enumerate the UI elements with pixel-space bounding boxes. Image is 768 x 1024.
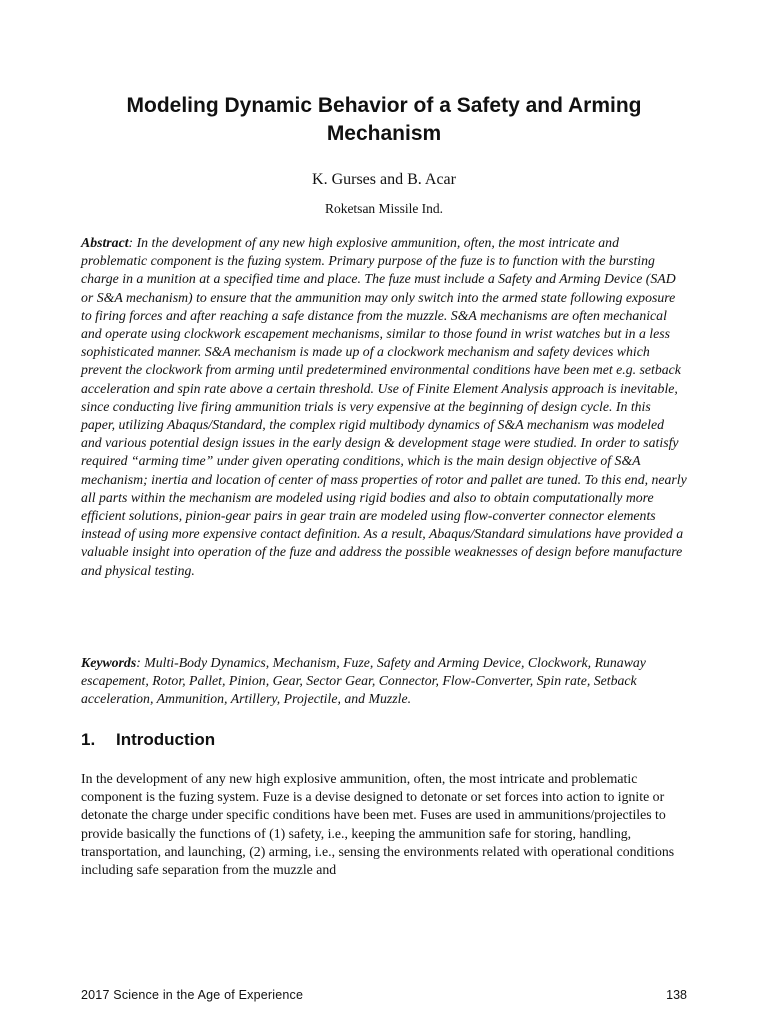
section-title: Introduction — [116, 730, 216, 749]
section-number: 1. — [81, 730, 96, 749]
authors: K. Gurses and B. Acar — [312, 171, 456, 188]
keywords-label: Keywords — [81, 655, 137, 670]
footer-page-number: 138 — [666, 988, 687, 1002]
affiliation: Roketsan Missile Ind. — [324, 201, 444, 216]
abstract-label: Abstract — [81, 235, 129, 250]
footer-publication: 2017 Science in the Age of Experience — [81, 988, 304, 1002]
introduction-paragraph: In the development of any new high explosive ammunition, often, the most intricate and problematic component is the fuzing system. Fuze is a devise designed to detonate or set forces into action to ignite or detonate the charge under specific conditions have been met. Fuses are used in ammunitions/projectiles to provide basically the functions of (1) safety, i.e., keeping the ammunition safe for storing, handling, transportation, and launching, (2) arming, i.e., sensing the environments related with operational conditions including safe separation from the muzzle and — [81, 771, 675, 878]
abstract-text: : In the development of any new high explosive ammunition, often, the most intricate and problematic component is the fuzing system. Primary purpose of the fuze is to function with the bursting charge in a munition at a specified time and place. The fuze must include a Safety and Arming Device (SAD or S&A mechanism) to ensure that the ammunition may only switch into the armed state following exposure to firing forces and after reaching a safe distance from the muzzle. S&A mechanisms are often mechanical and operate using clockwork escapement mechanisms, similar to those found in wrist watches but in a less sophisticated manner. S&A mechanism is made up of a clockwork mechanism and safety devices which prevent the clockwork from arming until predetermined environmental conditions have been met e.g. setback acceleration and spin rate above a certain threshold. Use of Finite Element Analysis approach is inevitable, since conducting live firing ammunition trials is very expensive at the beginning of design cycle. In this paper, utilizing Abaqus/Standard, the complex rigid multibody dynamics of S&A mechanism was modeled and various potential design issues in the early design & development stage were studied. In order to satisfy required “arming time” under given operating conditions, which is the main design objective of S&A mechanism; inertia and location of center of mass properties of rotor and pallet are tuned. To this end, nearly all parts within the mechanism are modeled using rigid bodies and also to obtain computationally more efficient solutions, pinion-gear pairs in gear train are modeled using flow-converter connector elements instead of using more expensive contact definition. As a result, Abaqus/Standard simulations have provided a valuable insight into operation of the fuze and address the possible weaknesses of design before manufacture and physical testing. — [81, 235, 687, 578]
keywords — [81, 654, 687, 709]
keywords-text: : Multi-Body Dynamics, Mechanism, Fuze, Safety and Arming Device, Clockwork, Runaway escapement, Rotor, Pallet, Pinion, Gear, Sector Gear, Connector, Flow-Converter, Spin rate, Setback acceleration, Ammunition, Artillery, Projectile, and Muzzle. — [81, 655, 646, 707]
paper-title: Modeling Dynamic Behavior of a Safety and Arming Mechanism — [126, 94, 642, 145]
abstract — [81, 234, 687, 580]
section-heading-introduction — [81, 729, 215, 751]
